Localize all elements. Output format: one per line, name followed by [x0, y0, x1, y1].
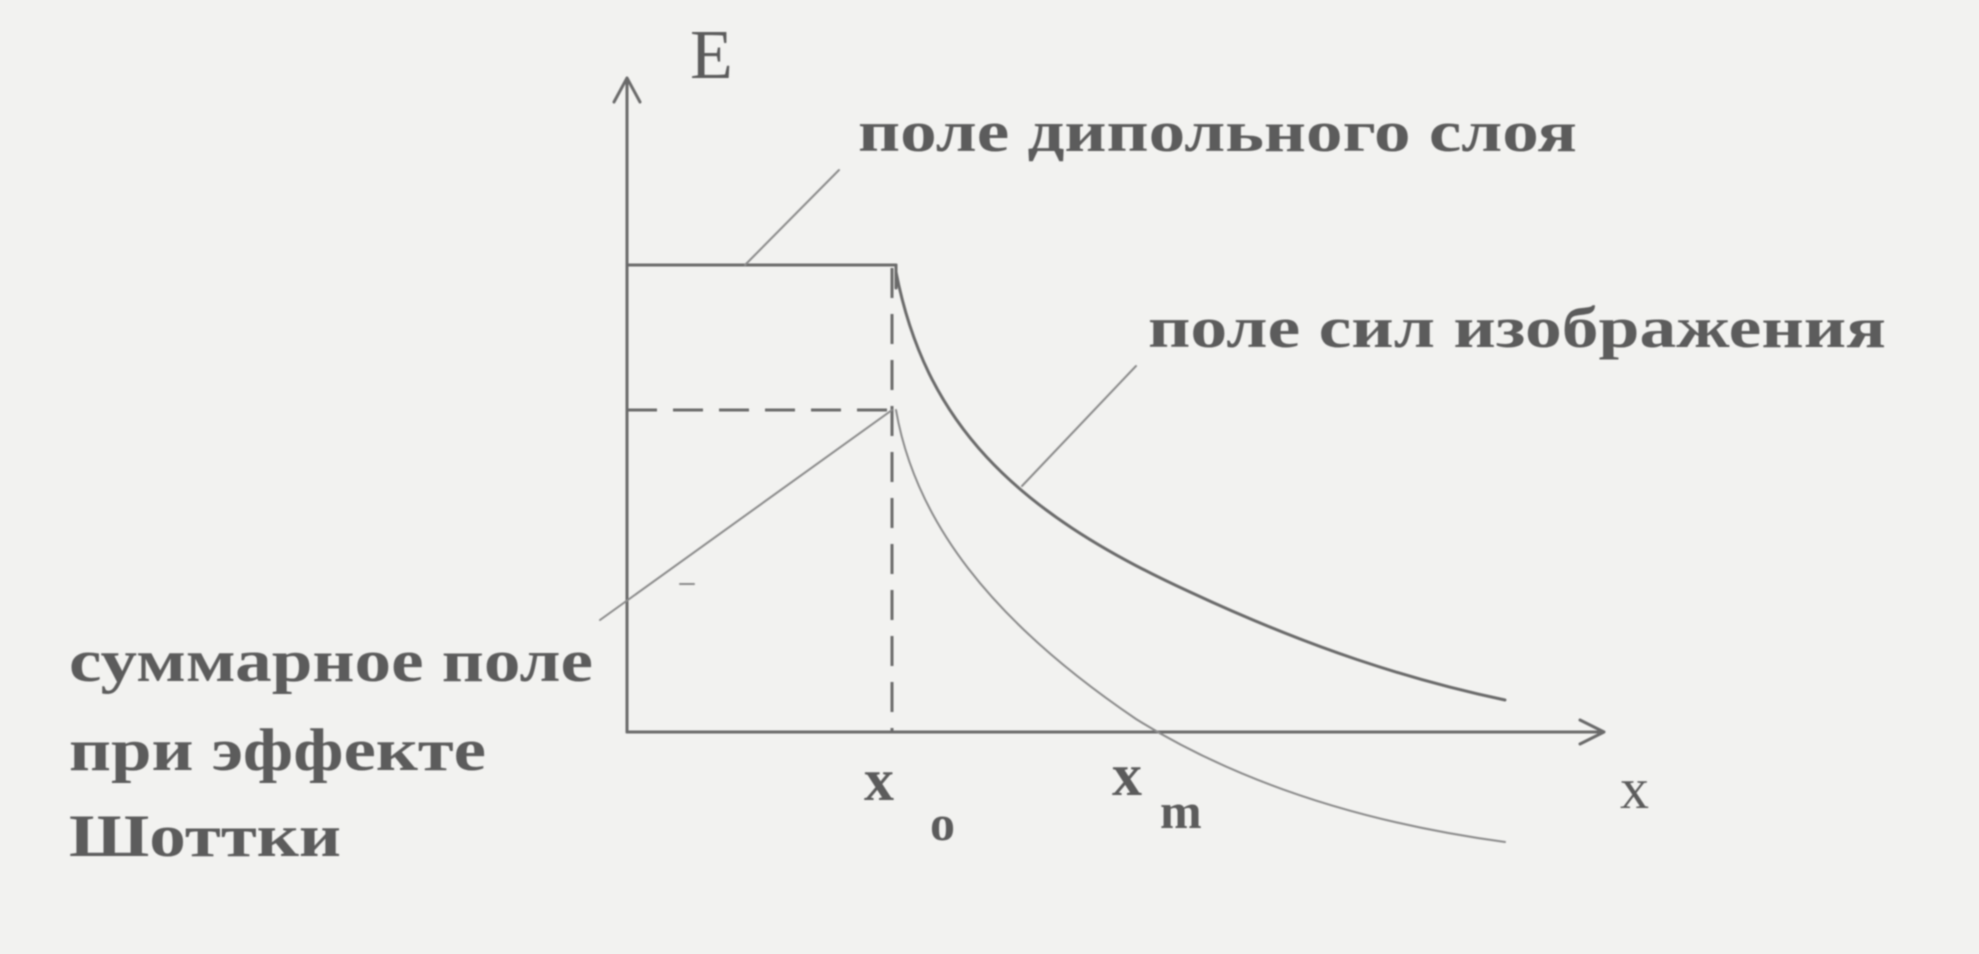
- schottky-sum-rising-line: [600, 410, 892, 620]
- schottky-sum-curve: [896, 410, 1505, 842]
- x0-symbol: x: [864, 747, 894, 813]
- dipole-field-label: поле дипольного слоя: [858, 99, 1577, 164]
- y-axis-label: E: [690, 17, 733, 94]
- dipole-label-leader: [745, 170, 839, 265]
- x-axis-label: x: [1620, 756, 1649, 821]
- schottky-label-line-2: при эффекте: [69, 717, 486, 783]
- schottky-label-line-3: Шоттки: [69, 803, 341, 869]
- x0-subscript: o: [930, 795, 955, 851]
- image-force-field-label: поле сил изображения: [1148, 295, 1886, 360]
- schottky-label-line-1: суммарное поле: [69, 628, 593, 694]
- xm-subscript: m: [1160, 783, 1202, 839]
- image-force-label-leader: [1022, 366, 1136, 486]
- xm-symbol: x: [1112, 742, 1142, 808]
